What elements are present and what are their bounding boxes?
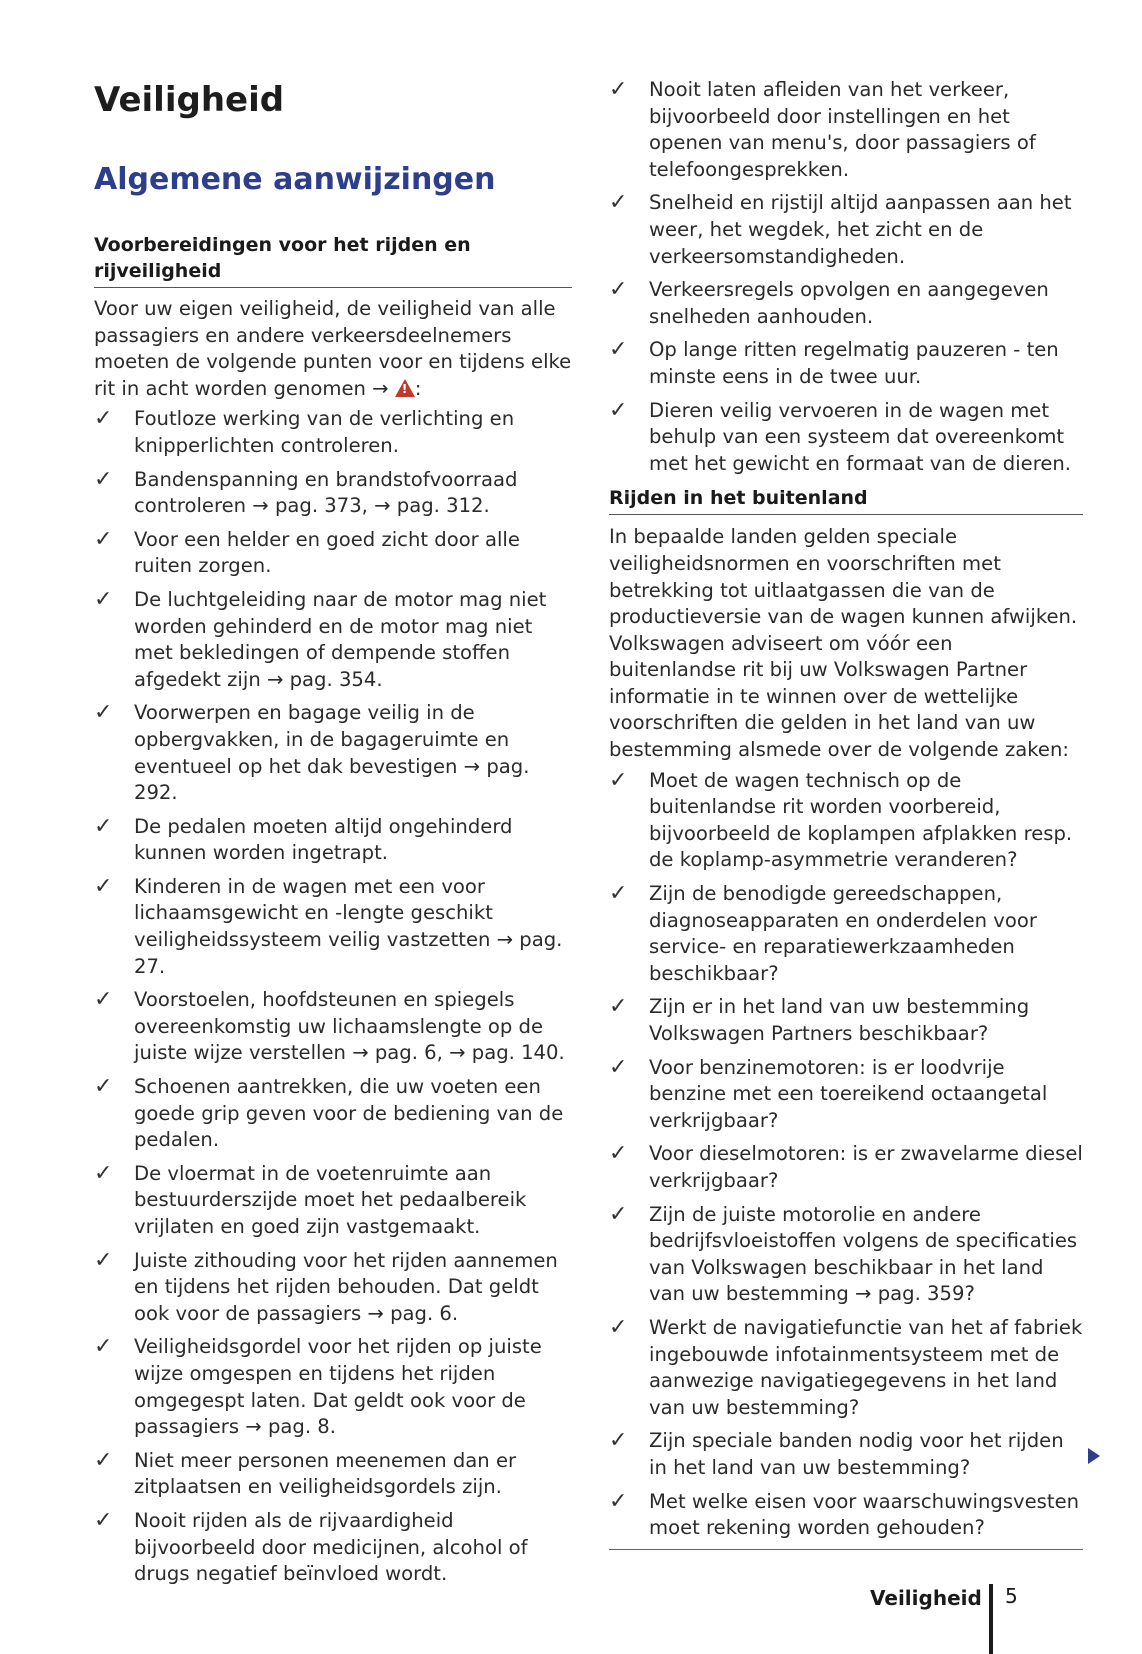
checklist-item <box>94 587 572 693</box>
checklist-item <box>94 1248 572 1328</box>
checkmark-icon: ✓ <box>94 586 113 612</box>
checklist-item-text: Veiligheidsgordel voor het rijden op juiste wijze omgespen en tijdens het rijden omgegespt laten. Dat geldt ook voor de passagiers → pag. 8. <box>134 1335 542 1439</box>
page-number: 5 <box>1005 1584 1018 1608</box>
intro-suffix: : <box>414 376 422 400</box>
intro-text: Voor uw eigen veiligheid, de veiligheid van alle passagiers en andere verkeersdeelnemers moeten de volgende punten voor en tijdens elke rit in acht worden genomen → <box>94 297 572 400</box>
checklist-item-text: Foutloze werking van de verlichting en knipperlichten controleren. <box>134 407 515 457</box>
divider <box>609 1549 1083 1550</box>
checkmark-icon: ✓ <box>609 1141 628 1167</box>
checklist-item-text: Voor dieselmotoren: is er zwavelarme diesel verkrijgbaar? <box>649 1142 1083 1192</box>
checklist-item <box>94 814 572 867</box>
checklist-item <box>94 1074 572 1154</box>
checklist-item <box>94 700 572 806</box>
checklist-item <box>94 467 572 520</box>
checkmark-icon: ✓ <box>609 337 628 363</box>
checkmark-icon: ✓ <box>609 767 628 793</box>
checklist-item-text: Dieren veilig vervoeren in de wagen met behulp van een systeem dat overeenkomt met het gewicht en formaat van de dieren. <box>649 398 1072 475</box>
checklist-item <box>94 527 572 580</box>
checklist-item-text: Zijn de juiste motorolie en andere bedrijfsvloeistoffen volgens de specificaties van Volkswagen beschikbaar in het land van uw bestemming → pag. 359? <box>649 1202 1078 1306</box>
checklist-item-text: De pedalen moeten altijd ongehinderd kunnen worden ingetrapt. <box>134 814 513 865</box>
checklist-item <box>609 398 1083 478</box>
checklist-item-text: De luchtgeleiding naar de motor mag niet worden gehinderd en de motor mag niet met bekledingen of dempende stoffen afgedekt zijn → pag. 354. <box>134 587 547 691</box>
checklist-item-text: Voor een helder en goed zicht door alle ruiten zorgen. <box>134 527 520 578</box>
checklist-item-text: Kinderen in de wagen met een voor lichaamsgewicht en -lengte geschikt veiligheidssysteem veilig vastzetten → pag. 27. <box>134 874 563 978</box>
checkmark-icon: ✓ <box>609 277 628 303</box>
checklist-item <box>94 1508 572 1588</box>
checkmark-icon: ✓ <box>609 1314 628 1340</box>
checklist-preparations <box>94 406 572 1587</box>
checkmark-icon: ✓ <box>609 1488 628 1514</box>
checklist-item <box>94 987 572 1067</box>
checkmark-icon: ✓ <box>94 1247 113 1273</box>
checklist-item-text: Schoenen aantrekken, die uw voeten een goede grip geven voor de bediening van de pedalen. <box>134 1075 564 1152</box>
checklist-item <box>609 1055 1083 1135</box>
checklist-item-text: Moet de wagen technisch op de buitenlandse rit worden voorbereid, bijvoorbeeld de koplampen afplakken resp. de koplamp-asymmetrie veranderen? <box>649 768 1073 872</box>
checklist-item-text: Voor benzinemotoren: is er loodvrije benzine met een toereikend octaangetal verkrijgbaar? <box>649 1055 1048 1132</box>
checklist-item <box>609 337 1083 390</box>
checklist-item-text: Verkeersregels opvolgen en aangegeven snelheden aanhouden. <box>649 278 1049 328</box>
checklist-item <box>94 406 572 459</box>
checklist-item <box>609 768 1083 874</box>
checkmark-icon: ✓ <box>609 77 628 102</box>
checklist-item-text: De vloermat in de voetenruimte aan bestuurderszijde moet het pedaalbereik vrijlaten en goed zijn vastgemaakt. <box>134 1161 527 1238</box>
checklist-item <box>609 1141 1083 1194</box>
checkmark-icon: ✓ <box>609 881 628 907</box>
checklist-item-text: Met welke eisen voor waarschuwingsvesten moet rekening worden gehouden? <box>649 1489 1080 1540</box>
checklist-item-text: Nooit rijden als de rijvaardigheid bijvoorbeeld door medicijnen, alcohol of drugs negatief beïnvloed wordt. <box>134 1508 528 1586</box>
right-column <box>609 77 1083 1558</box>
continue-arrow-icon <box>1088 1448 1100 1464</box>
checklist-item-text: Niet meer personen meenemen dan er zitplaatsen en veiligheidsgordels zijn. <box>134 1448 517 1499</box>
checklist-item <box>609 277 1083 330</box>
section-title: Algemene aanwijzingen <box>94 162 496 197</box>
footer-section-label: Veiligheid <box>870 1586 982 1610</box>
checklist-item <box>609 1202 1083 1308</box>
checkmark-icon: ✓ <box>609 397 628 423</box>
checklist-driving <box>609 77 1083 477</box>
checklist-item <box>609 881 1083 987</box>
checkmark-icon: ✓ <box>94 700 113 726</box>
checkmark-icon: ✓ <box>94 1160 113 1186</box>
checkmark-icon: ✓ <box>94 526 113 552</box>
checkmark-icon: ✓ <box>94 1074 113 1100</box>
checklist-item <box>609 1428 1083 1481</box>
checklist-item <box>94 1334 572 1440</box>
checkmark-icon: ✓ <box>609 1428 628 1454</box>
checklist-item-text: Werkt de navigatiefunctie van het af fabriek ingebouwde infotainmentsysteem met de aanwezige navigatiegegevens in het land van uw bestemming? <box>649 1315 1083 1419</box>
checklist-item <box>94 874 572 980</box>
checklist-abroad <box>609 768 1083 1542</box>
checkmark-icon: ✓ <box>94 406 113 432</box>
checklist-item-text: Voorwerpen en bagage veilig in de opbergvakken, in de bagageruimte en eventueel op het dak bevestigen → pag. 292. <box>134 701 530 805</box>
checklist-item <box>94 1161 572 1241</box>
checkmark-icon: ✓ <box>94 1507 113 1533</box>
checkmark-icon: ✓ <box>609 994 628 1020</box>
checkmark-icon: ✓ <box>609 190 628 216</box>
intro-paragraph <box>94 296 572 402</box>
checkmark-icon: ✓ <box>609 1201 628 1227</box>
checklist-item-text: Nooit laten afleiden van het verkeer, bijvoorbeeld door instellingen en het openen van menu's, door passagiers of telefoongesprekken. <box>649 78 1036 181</box>
checklist-item-text: Juiste zithouding voor het rijden aannemen en tijdens het rijden behouden. Dat geldt ook voor de passagiers → pag. 6. <box>134 1248 558 1325</box>
checkmark-icon: ✓ <box>94 813 113 839</box>
subhead-preparations: Voorbereidingen voor het rijden en rijveiligheid <box>94 232 572 288</box>
checklist-item-text: Zijn er in het land van uw bestemming Volkswagen Partners beschikbaar? <box>649 995 1030 1045</box>
checklist-item <box>609 77 1083 183</box>
abroad-intro-paragraph: In bepaalde landen gelden speciale veiligheidsnormen en voorschriften met betrekking tot uitlaatgassen die van de productieversie van de wagen kunnen afwijken. Volkswagen adviseert om vóór een buitenlandse rit bij uw Volkswagen Partner informatie in te winnen over de wettelijke voorschriften die gelden in het land van uw bestemming alsmede over de volgende zaken: <box>609 525 1078 762</box>
checklist-item <box>609 190 1083 270</box>
checkmark-icon: ✓ <box>609 1054 628 1080</box>
left-column <box>94 232 572 1595</box>
page-title: Veiligheid <box>94 80 285 120</box>
checklist-item-text: Snelheid en rijstijl altijd aanpassen aan het weer, het wegdek, het zicht en de verkeersomstandigheden. <box>649 191 1072 268</box>
checkmark-icon: ✓ <box>94 466 113 492</box>
checklist-item <box>609 1315 1083 1421</box>
checklist-item <box>609 994 1083 1047</box>
footer-divider <box>989 1584 993 1654</box>
subhead-abroad: Rijden in het buitenland <box>609 485 1083 515</box>
checklist-item-text: Op lange ritten regelmatig pauzeren - ten minste eens in de twee uur. <box>649 338 1059 388</box>
checklist-item-text: Voorstoelen, hoofdsteunen en spiegels overeenkomstig uw lichaamslengte op de juiste wijze verstellen → pag. 6, → pag. 140. <box>134 988 565 1065</box>
checkmark-icon: ✓ <box>94 987 113 1013</box>
checklist-item-text: Zijn de benodigde gereedschappen, diagnoseapparaten en onderdelen voor service- en reparatiewerkzaamheden beschikbaar? <box>649 882 1037 985</box>
checklist-item <box>94 1448 572 1501</box>
checklist-item <box>609 1489 1083 1542</box>
checkmark-icon: ✓ <box>94 873 113 899</box>
warning-triangle-icon: ! <box>395 379 415 397</box>
checkmark-icon: ✓ <box>94 1447 113 1473</box>
checklist-item-text: Bandenspanning en brandstofvoorraad controleren → pag. 373, → pag. 312. <box>134 467 518 518</box>
checklist-item-text: Zijn speciale banden nodig voor het rijden in het land van uw bestemming? <box>649 1429 1064 1479</box>
checkmark-icon: ✓ <box>94 1334 113 1360</box>
